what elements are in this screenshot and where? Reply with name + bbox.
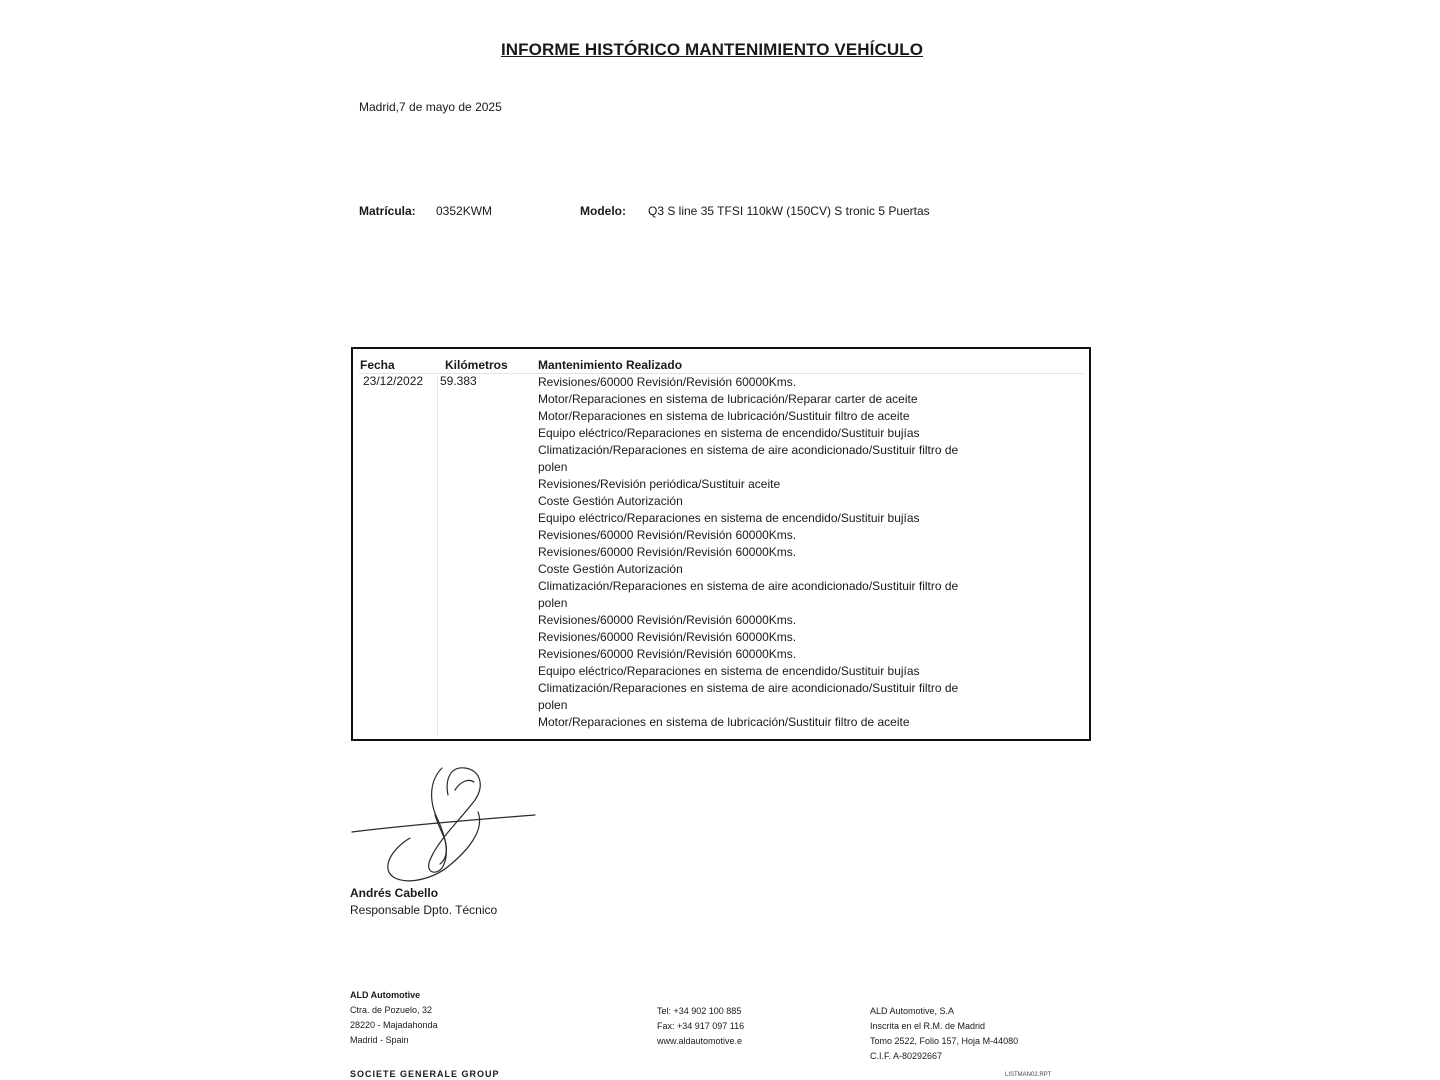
company-address: Madrid - Spain	[350, 1035, 409, 1045]
work-line: Revisiones/60000 Revisión/Revisión 60000Kms.	[538, 630, 797, 644]
place-date: Madrid,7 de mayo de 2025	[359, 100, 502, 114]
plate-value: 0352KWM	[436, 204, 493, 218]
work-line: Revisiones/60000 Revisión/Revisión 60000Kms.	[538, 375, 797, 389]
report-code: LISTMAN02.RPT	[1005, 1072, 1052, 1078]
work-line: polen	[538, 698, 568, 712]
work-line: polen	[538, 460, 568, 474]
legal-line: ALD Automotive, S.A	[870, 1006, 955, 1016]
work-line: Revisiones/60000 Revisión/Revisión 60000Kms.	[538, 613, 797, 627]
work-line: Equipo eléctrico/Reparaciones en sistema de encendido/Sustituir bujías	[538, 511, 920, 525]
legal-line: C.I.F. A-80292667	[870, 1051, 943, 1061]
work-line: Revisiones/60000 Revisión/Revisión 60000Kms.	[538, 545, 797, 559]
footer-legal	[870, 1004, 1018, 1064]
work-line: Motor/Reparaciones en sistema de lubricación/Reparar carter de aceite	[538, 392, 918, 406]
work-line: Revisiones/60000 Revisión/Revisión 60000Kms.	[538, 647, 797, 661]
column-divider-date	[437, 375, 438, 737]
header-km: Kilómetros	[445, 358, 508, 372]
document-title: INFORME HISTÓRICO MANTENIMIENTO VEHÍCULO	[500, 40, 924, 59]
work-line: polen	[538, 596, 568, 610]
work-list	[538, 374, 1008, 731]
work-line: Climatización/Reparaciones en sistema de aire acondicionado/Sustituir filtro de	[538, 579, 959, 593]
record-km: 59.383	[440, 374, 477, 388]
signature-image	[350, 760, 540, 885]
work-line: Revisiones/Revisión periódica/Sustituir aceite	[538, 477, 781, 491]
signer-name: Andrés Cabello	[350, 886, 439, 900]
work-line: Climatización/Reparaciones en sistema de aire acondicionado/Sustituir filtro de	[538, 681, 959, 695]
plate-label: Matrícula:	[359, 204, 416, 218]
work-line: Revisiones/60000 Revisión/Revisión 60000Kms.	[538, 528, 797, 542]
model-value: Q3 S line 35 TFSI 110kW (150CV) S tronic 5 Puertas	[648, 204, 930, 218]
legal-line: Inscrita en el R.M. de Madrid	[870, 1021, 986, 1031]
footer-contact	[657, 1004, 744, 1049]
company-address: 28220 - Majadahonda	[350, 1020, 438, 1030]
model-label: Modelo:	[580, 204, 626, 218]
website: www.aldautomotive.e	[657, 1036, 743, 1046]
group-name: SOCIETE GENERALE GROUP	[350, 1069, 500, 1079]
company-address: Ctra. de Pozuelo, 32	[350, 1005, 433, 1015]
footer-company	[350, 988, 438, 1048]
legal-line: Tomo 2522, Folio 157, Hoja M-44080	[870, 1036, 1019, 1046]
maintenance-table	[351, 347, 1091, 741]
company-name: ALD Automotive	[350, 990, 421, 1000]
work-line: Motor/Reparaciones en sistema de lubricación/Sustituir filtro de aceite	[538, 409, 910, 423]
signer-role: Responsable Dpto. Técnico	[350, 903, 498, 917]
header-work: Mantenimiento Realizado	[538, 358, 683, 372]
work-line: Equipo eléctrico/Reparaciones en sistema de encendido/Sustituir bujías	[538, 426, 920, 440]
header-date: Fecha	[360, 358, 395, 372]
work-line: Coste Gestión Autorización	[538, 494, 683, 508]
work-line: Climatización/Reparaciones en sistema de aire acondicionado/Sustituir filtro de	[538, 443, 959, 457]
work-line: Equipo eléctrico/Reparaciones en sistema de encendido/Sustituir bujías	[538, 664, 920, 678]
fax-number: Fax: +34 917 097 116	[657, 1021, 745, 1031]
work-line: Motor/Reparaciones en sistema de lubricación/Sustituir filtro de aceite	[538, 715, 910, 729]
phone-number: Tel: +34 902 100 885	[657, 1006, 742, 1016]
record-date: 23/12/2022	[363, 374, 424, 388]
work-line: Coste Gestión Autorización	[538, 562, 683, 576]
